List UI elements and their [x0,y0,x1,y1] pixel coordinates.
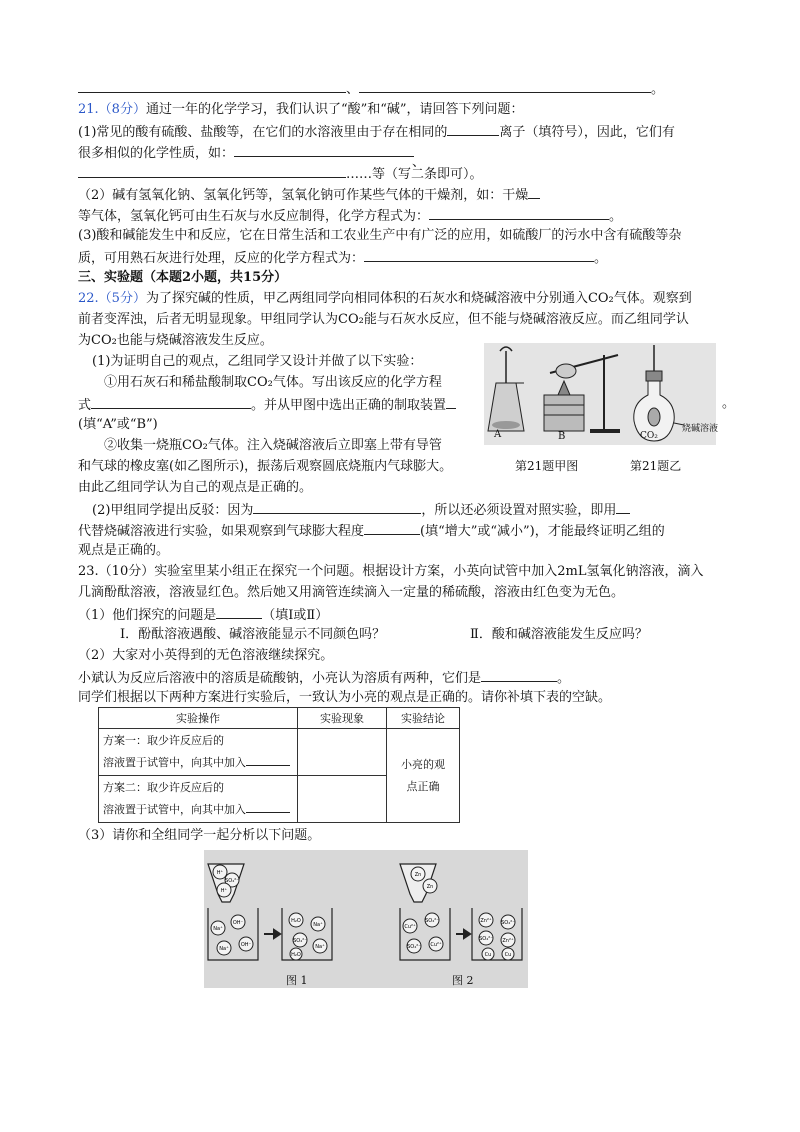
ion-label: SO₄²⁻ [293,938,307,944]
apparatus-figure-jia [484,343,628,445]
ion-label: Cu²⁺ [430,942,442,948]
q22-l11: (2)甲组同学提出反驳：因为 ，所以还必须设置对照实验，即用 [92,499,740,521]
fig2-label: 图 2 [452,974,474,987]
q22-l6-end: 。 [722,396,736,411]
apparatus-figure-yi [628,343,719,445]
ion-label: Na⁺ [313,922,323,928]
ion-label: Cu [484,952,492,958]
q22-l2: 前者变浑浊，后者无明显现象。甲组同学认为CO₂能与石灰水反应，但不能与烧碱溶液反应。而乙组同学认 [78,312,689,327]
blank[interactable] [616,499,630,514]
phenomenon-cell-1[interactable] [298,729,387,776]
q23-option-2: Ⅱ．酸和碱溶液能发生反应吗？ [470,627,648,642]
blank[interactable] [429,205,609,220]
blank[interactable] [216,604,262,619]
q21-p2-cont: 等气体，氢氧化钙可由生石灰与水反应制得，化学方程式为： 。 [78,205,740,227]
ion-label: Zn [414,872,422,878]
blank[interactable] [78,163,346,178]
q22-l10: 由此乙组同学认为自己的观点是正确的。 [78,480,313,495]
q22-l3: 为CO₂也能与烧碱溶液发生反应。 [78,333,273,348]
plan-1: 方案一：取少许反应后的 溶液置于试管中，向其中加入 [99,729,298,776]
blank[interactable] [364,520,420,535]
q22-l13: 观点是正确的。 [78,543,170,558]
q23-l2: 几滴酚酞溶液，溶液显红色。然后她又用滴管连续滴入一定量的稀硫酸，溶液由红色变为无色。 [78,585,625,600]
blank[interactable] [246,751,290,766]
ion-label: Cu²⁺ [404,924,416,930]
q21-intro: 21.（8分）通过一年的化学学习，我们认识了“酸”和“碱”，请回答下列问题： [78,102,524,117]
ion-label: Na⁺ [213,926,223,932]
q22-l5: ①用石灰石和稀盐酸制取CO₂气体。写出该反应的化学方程 [104,375,442,390]
q21-p3: (3)酸和碱能发生中和反应，它在日常生活和工农业生产中有广泛的应用，如硫酸厂的污水中含有硫酸等杂 [78,228,682,243]
conclusion-cell: 小亮的观点正确 [387,729,460,823]
q23-l6: 小斌认为反应后溶液中的溶质是硫酸钠，小亮认为溶质有两种，它们是 。 [78,667,740,689]
q23-l3: （1）他们探究的问题是 （填Ⅰ或Ⅱ） [78,604,740,626]
blank[interactable] [253,499,421,514]
q23-l1: 23.（10分）实验室里某小组正在探究一个问题。根据设计方案，小英向试管中加入2mL氢氧化钠溶液，滴入 [78,564,704,579]
ion-label: H₂O [291,952,301,958]
ion-label: SO₄²⁻ [501,920,515,926]
q22-l8: ②收集一烧瓶CO₂气体。注入烧碱溶液后立即塞上带有导管 [104,438,442,453]
q22-l6: 式 。并从甲图中选出正确的制取装置 [78,394,740,416]
q22-l4: (1)为证明自己的观点，乙组同学又设计并做了以下实验： [92,354,423,369]
q22-l1: 22.（5分）为了探究碱的性质，甲乙两组同学向相同体积的石灰水和烧碱溶液中分别通入CO₂气体。观察到 [78,291,692,306]
fig1-label: 图 1 [286,974,308,987]
apparatus-drawing [484,343,628,445]
question-number: 21.（8分） [78,102,146,117]
header-operation: 实验操作 [99,708,298,729]
blank[interactable] [359,78,651,93]
blank[interactable] [234,142,414,157]
q23-option-1: Ⅰ．酚酞溶液遇酸、碱溶液能显示不同颜色吗？ [120,627,386,642]
blank[interactable] [246,798,290,813]
blank[interactable] [364,247,594,262]
ion-figure [204,850,528,988]
question-number: 23.（10分） [78,564,155,579]
ion-diagram [204,850,528,988]
q21-p1-cont: 很多相似的化学性质，如： [78,142,740,164]
ion-label: Zn²⁺ [502,938,514,944]
ion-label: H₂O [291,918,301,924]
blank[interactable] [528,184,540,199]
ion-label: Na⁺ [219,946,229,952]
q21-p3-cont: 质，可用熟石灰进行处理，反应的化学方程式为： 。 [78,247,740,269]
ion-label: OH⁻ [232,920,244,926]
q23-l8: （3）请你和全组同学一起分析以下问题。 [78,828,321,843]
q21-p2: （2）碱有氢氧化钠、氢氧化钙等，氢氧化钠可作某些气体的干燥剂，如：干燥 [78,184,740,206]
ion-label: SO₄²⁻ [425,918,439,924]
header-conclusion: 实验结论 [387,708,460,729]
phenomenon-cell-2[interactable] [298,776,387,823]
plan-2: 方案二：取少许反应后的 溶液置于试管中，向其中加入 [99,776,298,823]
blank[interactable] [447,121,499,136]
ion-label: Cu [504,952,512,958]
question-number: 22.（5分） [78,291,146,306]
q22-l9: 和气球的橡皮塞(如乙图所示)，振荡后观察圆底烧瓶内气球膨大。 [78,459,453,474]
experiment-table [98,707,460,823]
ion-label: Zn²⁺ [480,918,492,924]
caption-yi: 第21题乙 [630,459,682,473]
q21-p1: (1)常见的酸有硫酸、盐酸等，在它们的水溶液里由于存在相同的 离子（填符号），因此，它们有 [78,121,740,143]
blank[interactable] [78,78,346,93]
ion-label: H⁺ [216,870,224,876]
q21-sep: 、 [412,155,426,170]
section-heading: 三、实验题（本题2小题，共15分） [78,270,288,285]
q21-p1-end: ……等（写二条即可）。 [78,163,740,185]
answer-line-top: 、 。 [78,78,740,100]
ion-label: Zn [426,884,434,890]
q22-l7: (填“A”或“B”) [78,417,158,432]
q23-l5: （2）大家对小英得到的无色溶液继续探究。 [78,648,334,663]
label-naoh: 烧碱溶液 [682,424,719,434]
header-phenomenon: 实验现象 [298,708,387,729]
ion-label: SO₄²⁻ [407,944,421,950]
blank[interactable] [446,394,456,409]
label-a: A [494,429,502,440]
q23-l7: 同学们根据以下两种方案进行实验后，一致认为小亮的观点是正确的。请你补填下表的空缺。 [78,690,612,705]
ion-label: OH⁻ [240,942,252,948]
q22-l12: 代替烧碱溶液进行实验，如果观察到气球膨大程度 (填“增大”或“减小”)，才能最终证明乙组的 [78,520,740,542]
ion-label: H⁺ [220,888,228,894]
label-co2: CO₂ [640,431,658,441]
blank[interactable] [481,667,557,682]
blank[interactable] [91,394,251,409]
label-b: B [558,431,566,442]
ion-label: Na⁺ [315,944,325,950]
ion-label: SO₄²⁻ [479,936,493,942]
ion-label: SO₄²⁻ [225,878,239,884]
caption-jia: 第21题甲图 [515,459,579,473]
